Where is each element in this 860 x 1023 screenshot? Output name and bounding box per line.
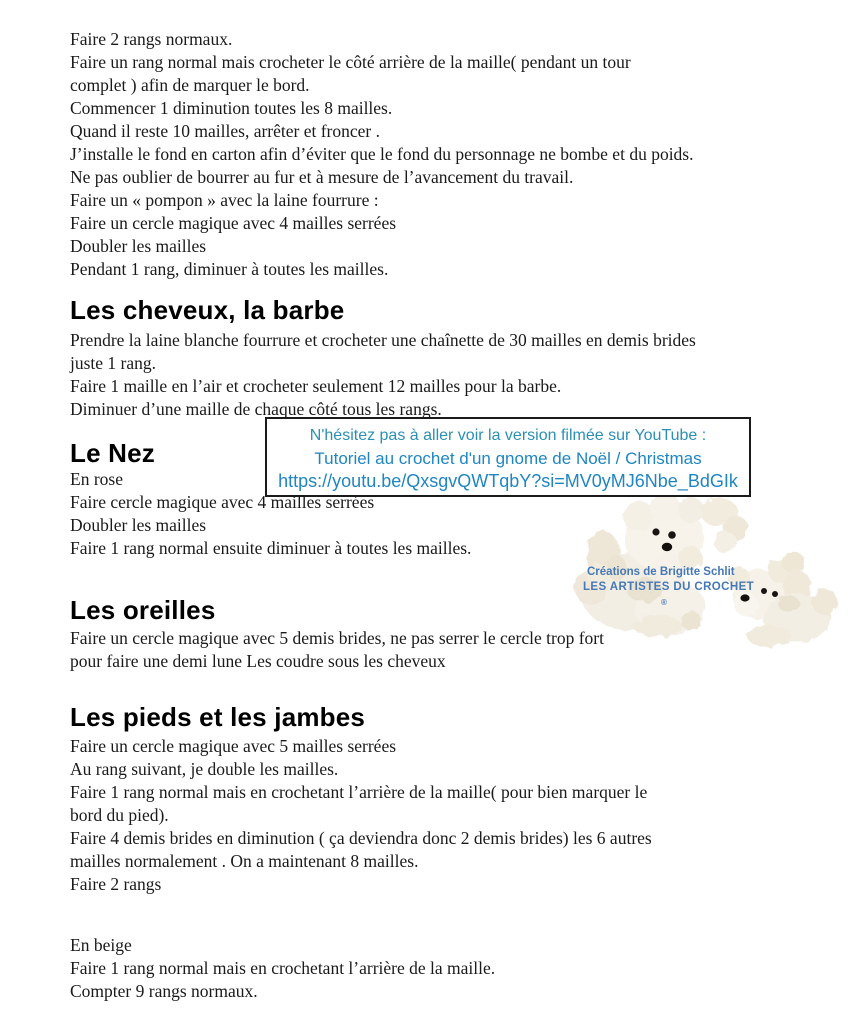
section-heading-pieds: Les pieds et les jambes (70, 702, 366, 732)
youtube-url-link[interactable]: https://youtu.be/QxsgvQWTqbY?si=MV0yMJ6Nbe_BdGIk (278, 471, 738, 491)
pieds-line: mailles normalement . On a maintenant 8 mailles. (70, 851, 419, 871)
cheveux-line: Diminuer d’une maille de chaque côté tous les rangs. (70, 399, 442, 419)
beige-block (70, 934, 832, 1003)
pieds-line: Faire 4 demis brides en diminution ( ça deviendra donc 2 demis brides) les 6 autres (70, 828, 652, 848)
nez-line: Doubler les mailles (70, 515, 207, 535)
intro-line: Commencer 1 diminution toutes les 8 mailles. (70, 98, 393, 118)
pieds-line: Faire 1 rang normal mais en crochetant l’arrière de la maille( pour bien marquer le (70, 782, 648, 802)
cheveux-line: Prendre la laine blanche fourrure et crocheter une chaînette de 30 mailles en demis brides (70, 330, 696, 350)
nez-line: Faire cercle magique avec 4 mailles serrées (70, 492, 375, 512)
intro-line: Faire 2 rangs normaux. (70, 29, 233, 49)
watermark-brand: LES ARTISTES DU CROCHET (583, 581, 755, 593)
intro-line: Quand il reste 10 mailles, arrêter et froncer . (70, 121, 381, 141)
nez-line: Faire 1 rang normal ensuite diminuer à toutes les mailles. (70, 538, 472, 558)
intro-line: Faire un cercle magique avec 4 mailles serrées (70, 213, 397, 233)
oreilles-line: pour faire une demi lune Les coudre sous les cheveux (70, 651, 446, 671)
section-heading-cheveux: Les cheveux, la barbe (70, 295, 345, 325)
registered-mark: ® (661, 598, 667, 607)
intro-line: Faire un rang normal mais crocheter le côté arrière de la maille( pendant un tour (70, 52, 631, 72)
section-heading-nez: Le Nez (70, 438, 156, 468)
beige-line: Faire 1 rang normal mais en crochetant l’arrière de la maille. (70, 958, 496, 978)
pieds-line: bord du pied). (70, 805, 169, 825)
pieds-line: Au rang suivant, je double les mailles. (70, 759, 339, 779)
beige-line: En beige (70, 935, 132, 955)
youtube-video-title: Tutoriel au crochet d'un gnome de Noël / Christmas (314, 449, 702, 468)
intro-line: Pendant 1 rang, diminuer à toutes les mailles. (70, 259, 389, 279)
intro-line: Doubler les mailles (70, 236, 207, 256)
nez-line: En rose (70, 469, 123, 489)
youtube-invite-text: N'hésitez pas à aller voir la version filmée sur YouTube : (309, 427, 707, 444)
cheveux-line: Faire 1 maille en l’air et crocheter seulement 12 mailles pour la barbe. (70, 376, 562, 396)
intro-line: J’installe le fond en carton afin d’éviter que le fond du personnage ne bombe et du poids. (70, 144, 694, 164)
intro-line: complet ) afin de marquer le bord. (70, 75, 310, 95)
cheveux-line: juste 1 rang. (70, 353, 157, 373)
pieds-line: Faire 2 rangs (70, 874, 162, 894)
watermark-author: Créations de Brigitte Schlit (587, 566, 735, 578)
pieds-line: Faire un cercle magique avec 5 mailles serrées (70, 736, 397, 756)
intro-line: Ne pas oublier de bourrer au fur et à mesure de l’avancement du travail. (70, 167, 574, 187)
section-heading-oreilles: Les oreilles (70, 595, 216, 625)
oreilles-line: Faire un cercle magique avec 5 demis brides, ne pas serrer le cercle trop fort (70, 628, 604, 648)
document-text (70, 28, 832, 1003)
beige-line: Compter 9 rangs normaux. (70, 981, 258, 1001)
intro-line: Faire un « pompon » avec la laine fourrure : (70, 190, 379, 210)
